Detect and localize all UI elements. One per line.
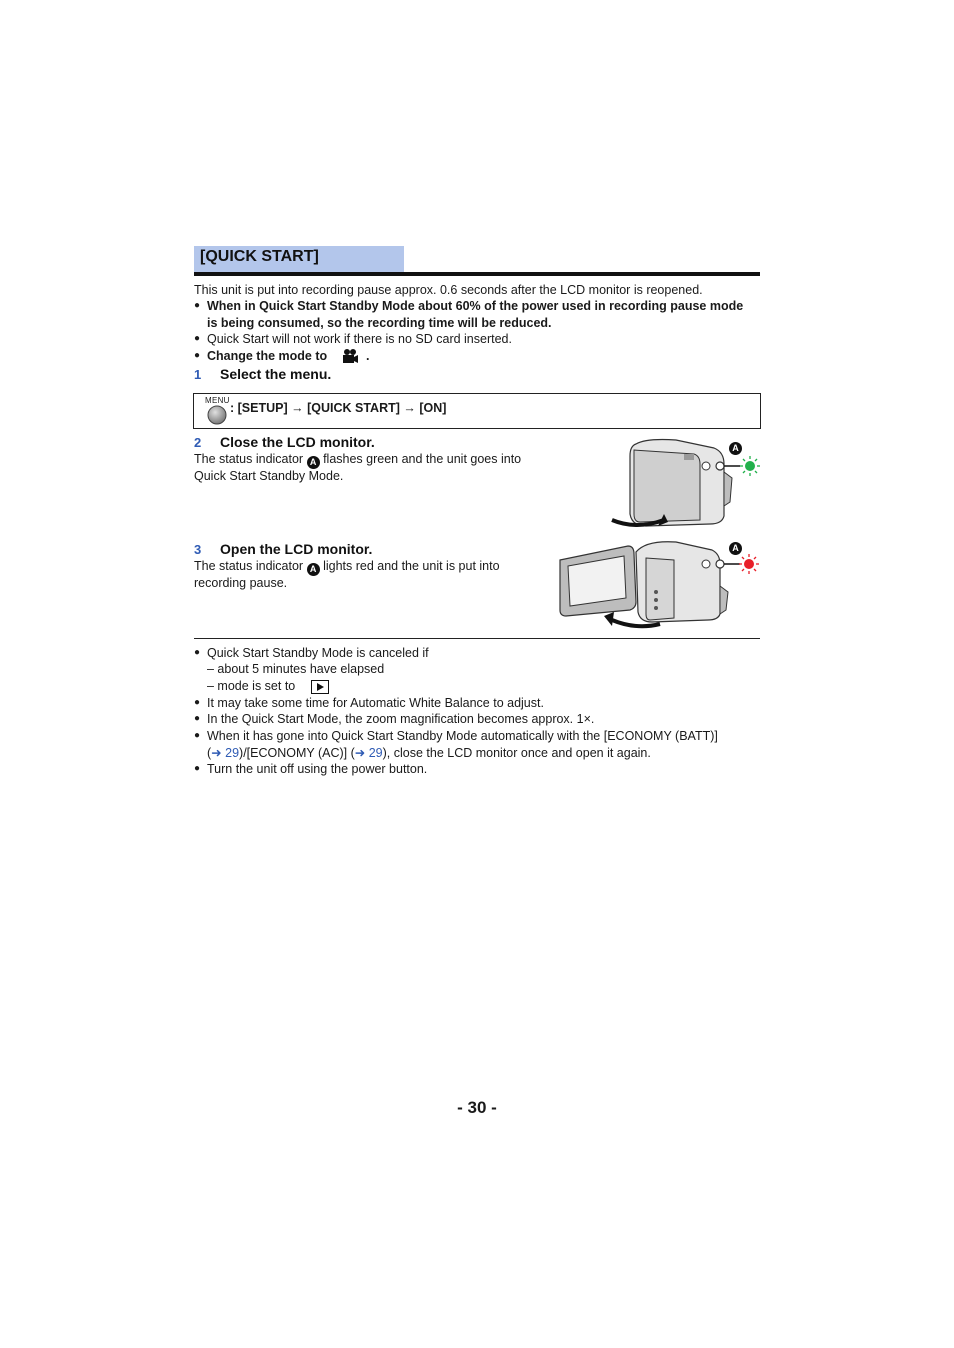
- page-link-economy-ac[interactable]: ➜ 29: [354, 746, 383, 760]
- bullet-dot: ●: [194, 730, 201, 741]
- step-2: [194, 434, 201, 452]
- bullet-dot: ●: [194, 647, 201, 658]
- text: (: [207, 746, 212, 760]
- note-power-off: Turn the unit off using the power button.: [207, 762, 428, 776]
- text: )/[ECONOMY (AC)] (: [239, 746, 355, 760]
- video-mode-icon: [341, 348, 359, 364]
- step-3: [194, 541, 201, 559]
- bullet-change-mode-end: .: [366, 349, 370, 363]
- menu-path: : [SETUP] → [QUICK START] → [ON]: [230, 401, 447, 415]
- step-1: [194, 366, 201, 384]
- marker-a-icon: A: [729, 442, 742, 455]
- desc-text: The status indicator: [194, 559, 304, 573]
- desc-text: lights red and the unit is put into: [323, 559, 500, 573]
- step-3-description-line2: recording pause.: [194, 576, 288, 590]
- camera-lcd-closed-illustration: [606, 436, 766, 532]
- page-link-economy-batt[interactable]: ➜ 29: [211, 746, 240, 760]
- bullet-power-note-line2: is being consumed, so the recording time will be reduced.: [207, 316, 552, 330]
- step-1-title: Select the menu.: [220, 366, 332, 382]
- step-number: 3: [194, 542, 202, 557]
- step-number: 1: [194, 367, 202, 382]
- desc-text: The status indicator: [194, 452, 304, 466]
- bullet-sd-card-note: Quick Start will not work if there is no SD card inserted.: [207, 332, 512, 346]
- note-economy-line2: [207, 745, 651, 762]
- intro-text: This unit is put into recording pause approx. 0.6 seconds after the LCD monitor is reopened.: [194, 283, 703, 297]
- step-3-description: [194, 558, 500, 576]
- step-3-title: Open the LCD monitor.: [220, 541, 373, 557]
- note-zoom: In the Quick Start Mode, the zoom magnification becomes approx. 1×.: [207, 712, 595, 726]
- marker-a-icon: A: [729, 542, 742, 555]
- playback-mode-icon: [311, 680, 329, 694]
- note-canceled-if: Quick Start Standby Mode is canceled if: [207, 646, 429, 660]
- bullet-dot: ●: [194, 350, 201, 361]
- bullet-change-mode: Change the mode to: [207, 349, 328, 363]
- bullet-dot: ●: [194, 713, 201, 724]
- marker-a-icon: A: [307, 456, 320, 469]
- menu-button-icon: [207, 405, 227, 425]
- page-number: - 30 -: [457, 1098, 497, 1117]
- step-2-description-line2: Quick Start Standby Mode.: [194, 469, 344, 483]
- marker-a-icon: A: [307, 563, 320, 576]
- notes-separator: [194, 638, 760, 639]
- note-white-balance: It may take some time for Automatic White Balance to adjust.: [207, 696, 544, 710]
- bullet-dot: ●: [194, 697, 201, 708]
- bullet-dot: ●: [194, 763, 201, 774]
- title-underline: [194, 272, 760, 276]
- desc-text: flashes green and the unit goes into: [323, 452, 522, 466]
- note-sub-mode: – mode is set to: [207, 679, 296, 693]
- step-2-title: Close the LCD monitor.: [220, 434, 375, 450]
- note-sub-minutes: – about 5 minutes have elapsed: [207, 662, 385, 676]
- bullet-power-note-line1: When in Quick Start Standby Mode about 60% of the power used in recording pause mode: [207, 299, 744, 313]
- section-title: [QUICK START]: [200, 248, 319, 265]
- bullet-dot: ●: [194, 300, 201, 311]
- step-number: 2: [194, 435, 202, 450]
- bullet-dot: ●: [194, 333, 201, 344]
- text: ), close the LCD monitor once and open it again.: [382, 746, 651, 760]
- menu-icon-label: MENU: [205, 396, 230, 405]
- note-economy-line1: When it has gone into Quick Start Standby Mode automatically with the [ECONOMY (BATT)]: [207, 729, 718, 743]
- step-2-description: [194, 451, 521, 469]
